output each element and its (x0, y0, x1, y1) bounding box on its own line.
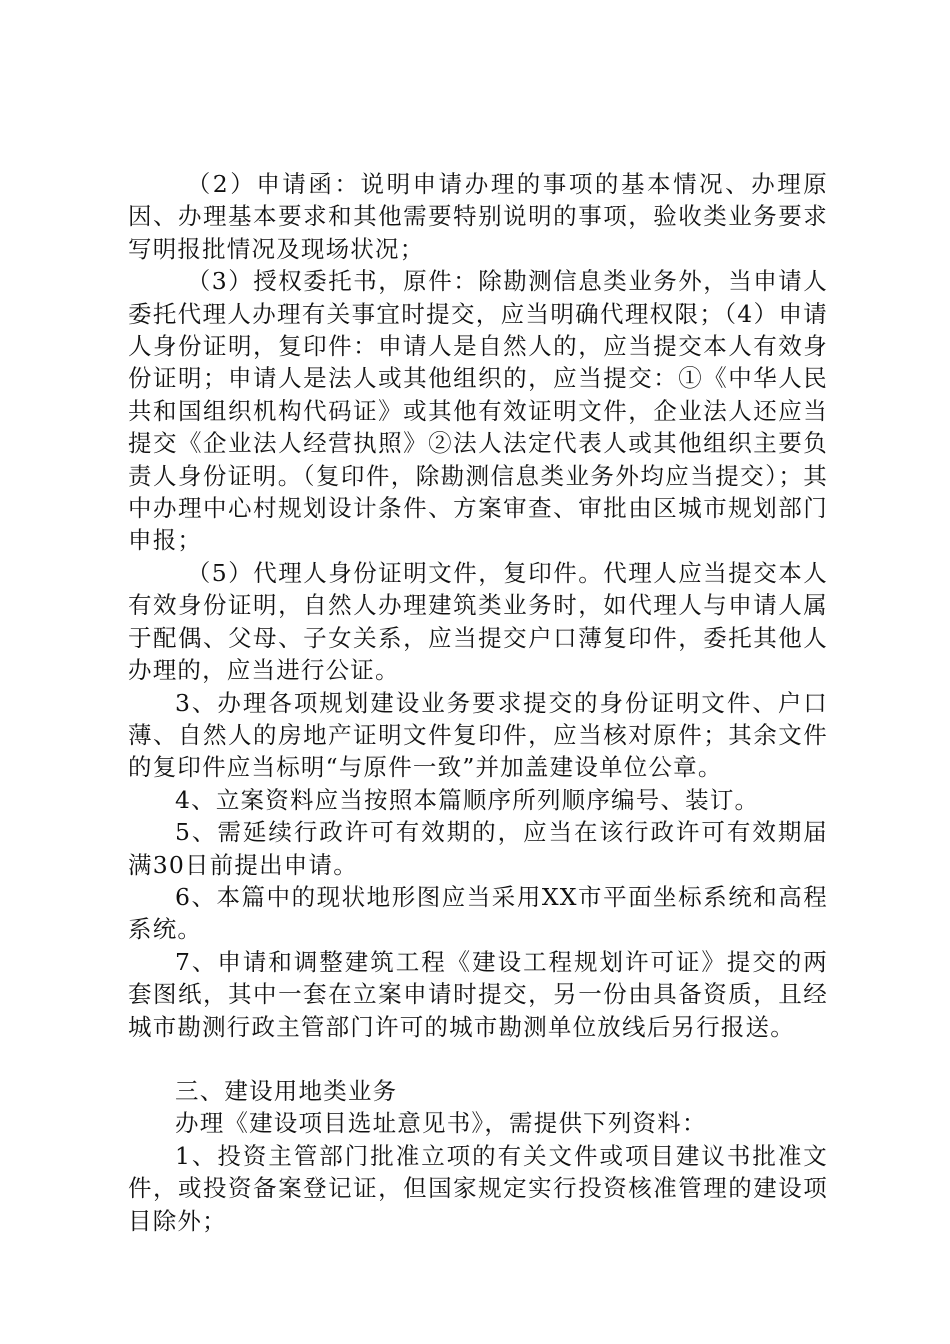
paragraph-agent-identity: （5）代理人身份证明文件，复印件。代理人应当提交本人有效身份证明，自然人办理建筑类业务时，如代理人与申请人属于配偶、父母、子女关系，应当提交户口薄复印件，委托其他人办理的，应当进行公证。 (128, 558, 828, 685)
paragraph-authorization: （3）授权委托书，原件：除勘测信息类业务外，当申请人委托代理人办理有关事宜时提交，应当明确代理权限；（4）申请人身份证明，复印件：申请人是自然人的，应当提交本人有效身份证明；申请人是法人或其他组织的，应当提交：①《中华人民共和国组织机构代码证》或其他有效证明文件，企业法人还应当提交《企业法人经营执照》②法人法定代表人或其他组织主要负责人身份证明。（复印件，除勘测信息类业务外均应当提交）；其中办理中心村规划设计条件、方案审查、审批由区城市规划部门申报； (128, 267, 828, 555)
paragraph-item-6: 6、本篇中的现状地形图应当采用XX市平面坐标系统和高程系统。 (128, 882, 828, 944)
paragraph-application-letter: （2）申请函：说明申请办理的事项的基本情况、办理原因、办理基本要求和其他需要特别说明的事项，验收类业务要求写明报批情况及现场状况； (128, 170, 828, 263)
paragraph-item-5: 5、需延续行政许可有效期的，应当在该行政许可有效期届满30日前提出申请。 (128, 818, 828, 879)
paragraph-item-1: 1、投资主管部门批准立项的有关文件或项目建议书批准文件，或投资备案登记证，但国家规定实行投资核准管理的建设项目除外； (128, 1141, 828, 1235)
paragraph-item-4: 4、立案资料应当按照本篇顺序所列顺序编号、装订。 (175, 785, 760, 814)
section-spacer (128, 1043, 828, 1075)
document-page (128, 168, 828, 1237)
paragraph-site-selection: 办理《建设项目选址意见书》，需提供下列资料： (175, 1109, 707, 1138)
paragraph-item-3: 3、办理各项规划建设业务要求提交的身份证明文件、户口薄、自然人的房地产证明文件复印件，应当核对原件；其余文件的复印件应当标明“与原件一致”并加盖建设单位公章。 (128, 688, 828, 782)
paragraph-item-7: 7、申请和调整建筑工程《建设工程规划许可证》提交的两套图纸，其中一套在立案申请时提交，另一份由具备资质，且经城市勘测行政主管部门许可的城市勘测单位放线后另行报送。 (128, 947, 828, 1041)
section-heading: 三、建设用地类业务 (175, 1076, 398, 1105)
